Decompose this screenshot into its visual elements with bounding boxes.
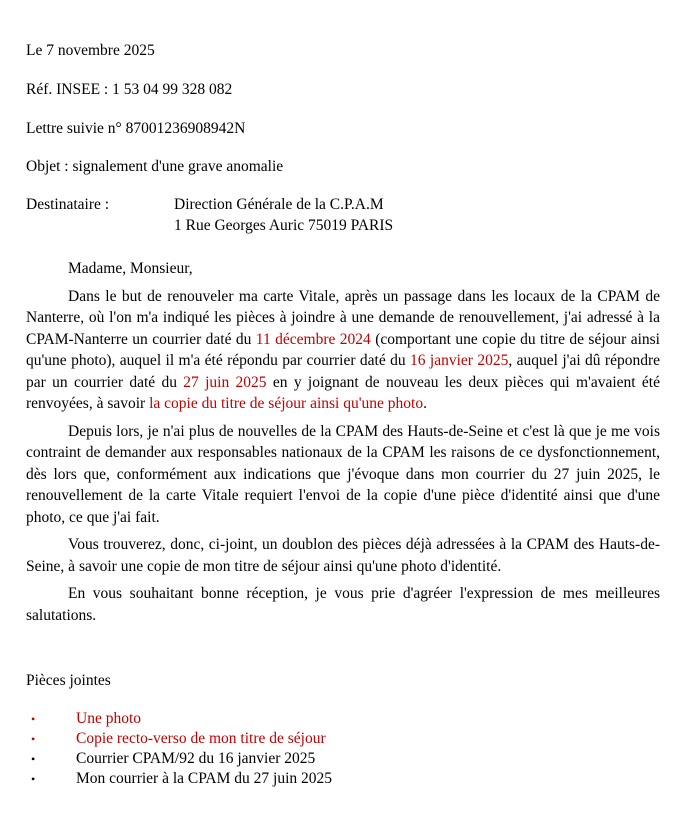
highlighted-date: 11 décembre 2024	[255, 330, 371, 348]
salutation: Madame, Monsieur,	[68, 260, 193, 277]
paragraph-text: Dans le but de renouveler ma carte Vitale, après un passage dans les locaux de la CPAM de Nanterre, où l'on m'a indiqué les pièces à joindre à une demande de renouvellement, j'ai adressé à la CPAM-Nanterre un courrier daté du	[26, 287, 660, 348]
attachment-item	[26, 729, 332, 749]
bullet-icon: •	[31, 772, 36, 786]
recipient-label: Destinataire :	[26, 196, 110, 213]
bullet-icon: •	[31, 752, 36, 766]
attachment-text: Copie recto-verso de mon titre de séjour	[76, 730, 326, 747]
paragraph-closing: En vous souhaitant bonne réception, je vous prie d'agréer l'expression de mes meilleures salutations.	[26, 585, 660, 624]
insee-reference: Réf. INSEE : 1 53 04 99 328 082	[26, 81, 233, 98]
paragraph-enclosed: Vous trouverez, donc, ci-joint, un doublon des pièces déjà adressées à la CPAM des Hauts-de-Seine, à savoir une copie de mon titre de séjour ainsi qu'une photo d'identité.	[26, 536, 660, 575]
highlighted-date: 16 janvier 2025	[410, 352, 509, 369]
attachment-text: Une photo	[76, 710, 142, 727]
attachment-text: Mon courrier à la CPAM du 27 juin 2025	[76, 770, 333, 787]
paragraph-complaint: Depuis lors, je n'ai plus de nouvelles de la CPAM des Hauts-de-Seine et c'est là que je me vois contraint de demander aux responsables nationaux de la CPAM les raisons de ce dysfonctionnement, dès lors que, conformément aux indications que j'évoque dans mon courrier du 27 juin 2025, le renouvellement de la carte Vitale requiert l'envoi de la copie d'une pièce d'identité ainsi que d'une photo, ce que j'ai fait.	[26, 422, 660, 526]
paragraph-text: , auquel j'ai dû répondre par un courrier daté du	[26, 352, 660, 391]
bullet-icon: •	[31, 732, 36, 746]
letter-body	[26, 258, 660, 632]
attachments-list	[26, 709, 332, 789]
attachment-item	[26, 769, 332, 789]
attachment-item	[26, 749, 332, 769]
attachments-heading: Pièces jointes	[26, 672, 111, 689]
letter-subject: Objet : signalement d'une grave anomalie	[26, 158, 284, 175]
paragraph-renewal-history	[26, 286, 660, 415]
paragraph-text: en y joignant de nouveau les deux pièces qui m'avaient été renvoyées, à savoir	[26, 373, 660, 412]
letter-date: Le 7 novembre 2025	[26, 42, 155, 59]
paragraph-text: .	[423, 395, 427, 412]
attachment-item	[26, 709, 332, 729]
paragraph-text: (comportant une copie du titre de séjour ainsi qu'une photo), auquel il m'a été répondu par courrier daté du	[26, 330, 660, 369]
attachment-text: Courrier CPAM/92 du 16 janvier 2025	[76, 750, 316, 767]
tracking-number: Lettre suivie n° 87001236908942N	[26, 120, 246, 137]
recipient-address: 1 Rue Georges Auric 75019 PARIS	[174, 217, 394, 234]
recipient-name: Direction Générale de la C.P.A.M	[174, 196, 384, 213]
highlighted-date: 27 juin 2025	[183, 373, 267, 391]
highlighted-documents: la copie du titre de séjour ainsi qu'une photo	[149, 395, 424, 412]
bullet-icon: •	[31, 712, 36, 726]
